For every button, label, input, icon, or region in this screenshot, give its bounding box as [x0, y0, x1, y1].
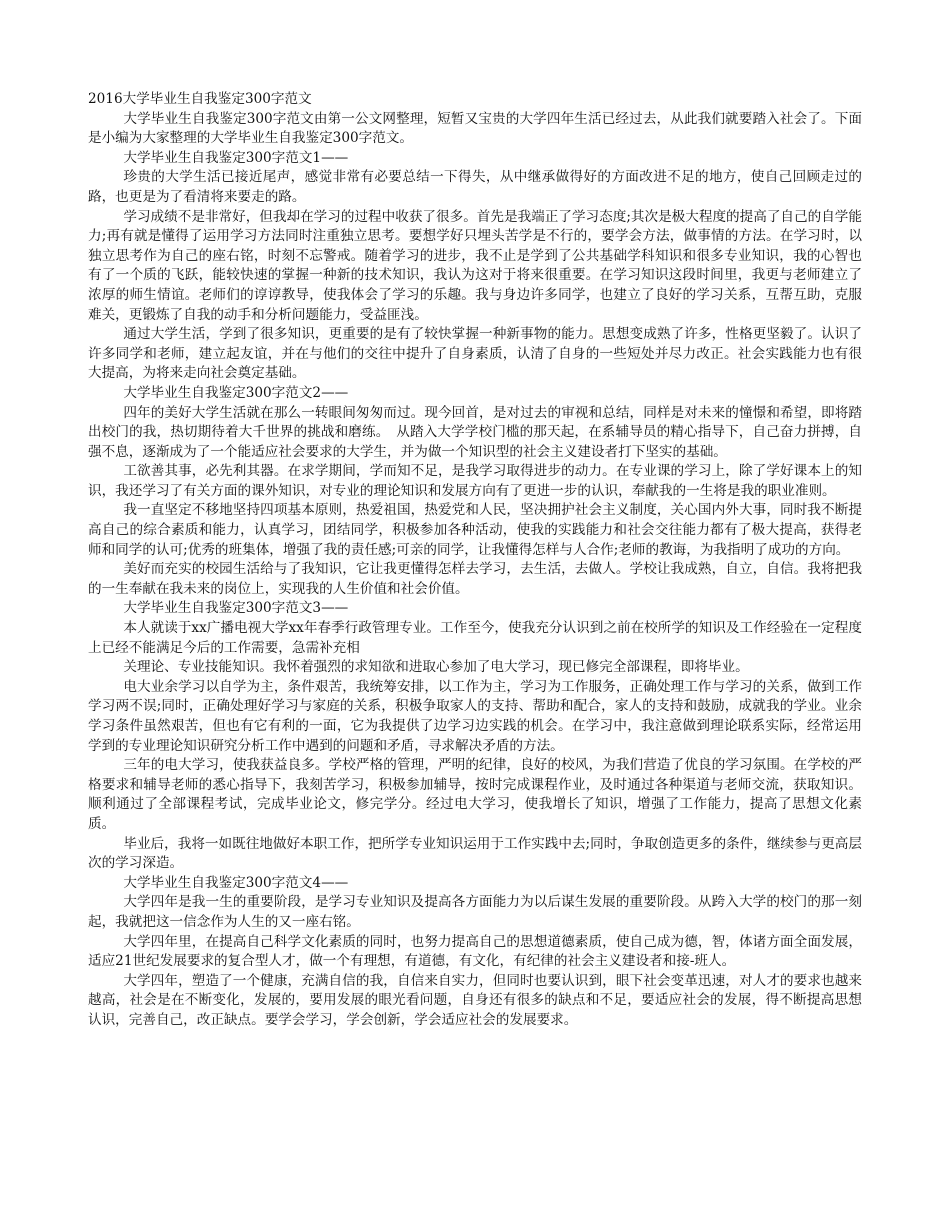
paragraph: 本人就读于xx广播电视大学xx年春季行政管理专业。工作至今，使我充分认识到之前在校所学的知识及工作经验在一定程度上已经不能满足今后的工作需要，急需补充相	[88, 620, 862, 656]
paragraph: 大学四年里，在提高自己科学文化素质的同时，也努力提高自己的思想道德素质，使自己成为德，智，体诸方面全面发展，适应21世纪发展要求的复合型人才，做一个有理想，有道德，有文化，有纪律的社会主义建设者和接-班人。	[88, 933, 862, 970]
section-1	[88, 149, 862, 384]
paragraph: 毕业后，我将一如既往地做好本职工作，把所学专业知识运用于工作实践中去;同时，争取创造更多的条件，继续参与更高层次的学习深造。	[88, 835, 862, 872]
paragraph: 通过大学生活，学到了很多知识，更重要的是有了较快掌握一种新事物的能力。思想变成熟了许多，性格更坚毅了。认识了许多同学和老师，建立起友谊，并在与他们的交往中提升了自身素质，认清了自身的一些短处并尽力改正。社会实践能力也有很大提高，为将来走向社会奠定基础。	[88, 326, 862, 382]
paragraph: 关理论、专业技能知识。我怀着强烈的求知欲和进取心参加了电大学习，现已修完全部课程，即将毕业。	[123, 659, 749, 676]
section-heading: 大学毕业生自我鉴定300字范文3——	[123, 600, 349, 617]
section-3	[88, 599, 862, 873]
paragraph: 工欲善其事，必先利其器。在求学期间，学而知不足，是我学习取得进步的动力。在专业课的学习上，除了学好课本上的知识，我还学习了有关方面的课外知识，对专业的理论知识和发展方向有了更进一步的认识，奉献我的一生将是我的职业准则。	[88, 463, 862, 499]
paragraph: 珍贵的大学生活已接近尾声，感觉非常有必要总结一下得失，从中继承做得好的方面改进不足的地方，使自己回顾走过的路，也更是为了看清将来要走的路。	[88, 169, 862, 205]
section-heading: 大学毕业生自我鉴定300字范文1——	[123, 149, 349, 166]
paragraph: 电大业余学习以自学为主，条件艰苦，我统筹安排，以工作为主，学习为工作服务，正确处理工作与学习的关系，做到工作学习两不误;同时，正确处理好学习与家庭的关系，积极争取家人的支持、帮助和配合，家人的支持和鼓励，成就我的学业。业余学习条件虽然艰苦，但也有它有利的一面，它为我提供了边学习边实践的机会。在学习中，我注意做到理论联系实际，经常运用学到的专业理论知识研究分析工作中遇到的问题和矛盾，寻求解决矛盾的方法。	[88, 678, 862, 754]
paragraph: 我一直坚定不移地坚持四项基本原则，热爱祖国，热爱党和人民，坚决拥护社会主义制度，关心国内外大事，同时我不断提高自己的综合素质和能力，认真学习，团结同学，积极参加各种活动，使我的实践能力和社会交往能力都有了极大提高，获得老师和同学的认可;优秀的班集体，增强了我的责任感;可亲的同学，让我懂得怎样与人合作;老师的教诲，为我指明了成功的方向。	[88, 502, 862, 558]
section-heading: 大学毕业生自我鉴定300字范文2——	[123, 384, 349, 401]
intro-paragraph: 大学毕业生自我鉴定300字范文由第一公文网整理，短暂又宝贵的大学四年生活已经过去，从此我们就要踏入社会了。下面是小编为大家整理的大学毕业生自我鉴定300字范文。	[88, 110, 862, 147]
paragraph: 四年的美好大学生活就在那么一转眼间匆匆而过。现今回首，是对过去的审视和总结，同样是对未来的憧憬和希望，即将踏出校门的我，热切期待着大千世界的挑战和磨练。 从踏入大学学校门槛的那天起，在系辅导员的精心指导下，自己奋力拼搏，自强不息，逐渐成为了一个能适应社会要求的大学生，并为做一个知识型的社会主义建设者打下坚实的基础。	[88, 404, 862, 460]
document-title: 2016大学毕业生自我鉴定300字范文	[88, 91, 312, 107]
paragraph: 三年的电大学习，使我获益良多。学校严格的管理，严明的纪律，良好的校风，为我们营造了优良的学习氛围。在学校的严格要求和辅导老师的悉心指导下，我刻苦学习，积极参加辅导，按时完成课程作业，及时通过各种渠道与老师交流，获取知识。顺利通过了全部课程考试，完成毕业论文，修完学分。经过电大学习，使我增长了知识，增强了工作能力，提高了思想文化素质。	[88, 757, 862, 832]
paragraph: 美好而充实的校园生活给与了我知识，它让我更懂得怎样去学习，去生活，去做人。学校让我成熟，自立，自信。我将把我的一生奉献在我未来的岗位上，实现我的人生价值和社会价值。	[88, 561, 862, 597]
section-heading: 大学毕业生自我鉴定300字范文4——	[123, 874, 349, 891]
paragraph: 大学四年是我一生的重要阶段，是学习专业知识及提高各方面能力为以后谋生发展的重要阶段。从跨入大学的校门的那一刻起，我就把这一信念作为人生的又一座右铭。	[88, 894, 862, 930]
paragraph: 学习成绩不是非常好，但我却在学习的过程中收获了很多。首先是我端正了学习态度;其次是极大程度的提高了自己的自学能力;再有就是懂得了运用学习方法同时注重独立思考。要想学好只埋头苦学是不行的，要学会方法，做事情的方法。在学习时，以独立思考作为自己的座右铭，时刻不忘警戒。随着学习的进步，我不止是学到了公共基础学科知识和很多专业知识，我的心智也有了一个质的飞跃，能较快速的掌握一种新的技术知识，我认为这对于将来很重要。在学习知识这段时间里，我更与老师建立了浓厚的师生情谊。老师们的谆谆教导，使我体会了学习的乐趣。我与身边许多同学，也建立了良好的学习关系，互帮互助，克服难关，更锻炼了自我的动手和分析问题能力，受益匪浅。	[88, 208, 862, 323]
section-4	[88, 874, 862, 1031]
section-2	[88, 384, 862, 600]
paragraph: 大学四年，塑造了一个健康，充满自信的我，自信来自实力，但同时也要认识到，眼下社会变革迅速，对人才的要求也越来越高，社会是在不断变化，发展的，要用发展的眼光看问题，自身还有很多的缺点和不足，要适应社会的发展，得不断提高思想认识，完善自己，改正缺点。要学会学习，学会创新，学会适应社会的发展要求。	[88, 972, 862, 1028]
